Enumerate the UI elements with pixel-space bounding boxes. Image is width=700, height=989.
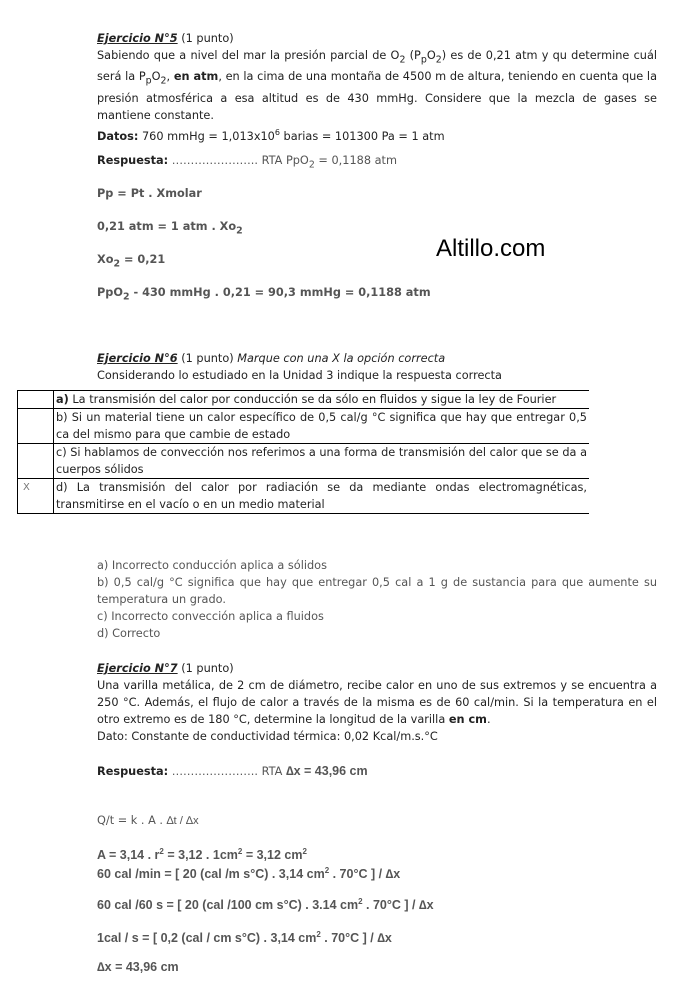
datos-label: Datos: xyxy=(97,129,139,143)
option-mark-cell[interactable] xyxy=(18,409,54,444)
subscript: 2 xyxy=(308,159,315,171)
statement-text: ) es de 0,21 atm y qu determine cuál será la P xyxy=(97,49,658,84)
option-letter: b) xyxy=(56,411,68,424)
option-body: Si un material tiene un calor específico de 0,5 cal/g °C significa que hay que entregar 0,5 ca del mismo para que cambie de estado xyxy=(56,411,587,441)
subscript: p xyxy=(420,54,427,66)
option-text xyxy=(54,479,590,514)
formula-text: ∆t / ∆x xyxy=(166,815,199,827)
subscript: p xyxy=(145,75,152,87)
exercise-7-dato: Dato: Constante de conductividad térmica: 0,02 Kcal/m.s.°C xyxy=(97,730,438,743)
statement-text: , xyxy=(166,70,171,84)
superscript: 2 xyxy=(159,847,164,856)
option-letter: d) xyxy=(56,481,68,494)
superscript: 2 xyxy=(358,897,363,906)
subscript: 2 xyxy=(435,54,442,66)
exercise-5-step-1: Pp = Pt . Xmolar xyxy=(97,187,202,200)
step-text: PpO xyxy=(97,286,123,299)
statement-text: Una varilla metálica, de 2 cm de diámetro, recibe calor en uno de sus extremos y se encuentra a 250 °C. Además, el flujo de calor a través de la misma es de 60 cal/min. Si la temperatura en el otro extremo es de 180 °C, determine la longitud de la varilla xyxy=(97,679,657,726)
calc-text: 60 cal /min = [ 20 (cal /m s°C) . 3,14 cm xyxy=(97,867,325,882)
option-mark-cell[interactable]: X xyxy=(18,479,54,514)
statement-text: . xyxy=(486,713,491,726)
superscript: 2 xyxy=(324,866,330,876)
option-row xyxy=(18,391,590,409)
datos-text: 760 mmHg = 1,013x10 xyxy=(138,129,275,143)
calc-text: = 3,12 . 1cm xyxy=(163,848,238,863)
exercise-7-points: (1 punto) xyxy=(177,662,234,675)
exercise-6-points: (1 punto) xyxy=(177,352,238,365)
exercise-5-points: (1 punto) xyxy=(181,32,234,45)
subscript: 2 xyxy=(113,258,121,270)
option-text xyxy=(54,444,590,479)
calc-text: 1cal / s = [ 0,2 (cal / cm s°C) . 3,14 cm xyxy=(97,931,317,946)
exercise-5-step-2 xyxy=(97,218,657,239)
exercise-6-answers xyxy=(97,557,657,642)
respuesta-label: Respuesta: xyxy=(97,765,169,778)
statement-text: (P xyxy=(405,49,421,62)
superscript: 2 xyxy=(302,847,307,856)
answer-line: a) Incorrecto conducción aplica a sólidos xyxy=(97,559,327,572)
exercise-7-result: ∆x = 43,96 cm xyxy=(97,960,179,974)
respuesta-value: ∆x = 43,96 cm xyxy=(285,764,368,778)
statement-text: O xyxy=(426,49,436,62)
respuesta-value: ………………….. RTA PpO xyxy=(168,154,309,167)
respuesta-dots: ………………….. RTA xyxy=(168,765,286,778)
exercise-7-calc-4 xyxy=(97,926,657,947)
respuesta-value: = 0,1188 atm xyxy=(314,154,397,167)
options-table xyxy=(17,390,589,514)
option-mark-cell[interactable] xyxy=(18,444,54,479)
calc-text: . 70°C ] / ∆x xyxy=(320,931,392,946)
exercise-7-calc-1-2 xyxy=(97,844,657,882)
answer-line: c) Incorrecto convección aplica a fluidos xyxy=(97,610,324,623)
exercise-5-statement xyxy=(97,30,657,144)
exercise-6-intro: Considerando lo estudiado en la Unidad 3 indique la respuesta correcta xyxy=(97,369,502,382)
superscript: 2 xyxy=(316,930,321,939)
answer-line: b) 0,5 cal/g °C significa que hay que entregar 0,5 cal a 1 g de sustancia para que aumente su temperatura un grado. xyxy=(97,576,657,606)
option-row xyxy=(18,409,590,444)
option-text xyxy=(54,391,590,409)
superscript: 6 xyxy=(274,127,280,137)
subscript: 2 xyxy=(122,291,130,303)
exercise-5-title: Ejercicio N°5 xyxy=(97,32,178,45)
datos-text: barias = 101300 Pa = 1 atm xyxy=(279,129,445,143)
calc-text: = 3,12 cm xyxy=(242,848,303,863)
step-text: - 430 mmHg . 0,21 = 90,3 mmHg = 0,1188 atm xyxy=(129,286,431,299)
step-text: 0,21 atm = 1 atm . Xo xyxy=(97,220,237,233)
exercise-5-answer xyxy=(97,152,657,173)
option-body: La transmisión del calor por conducción se da sólo en fluidos y sigue la ley de Fourier xyxy=(68,393,557,406)
statement-text: O xyxy=(151,70,161,84)
answer-line: d) Correcto xyxy=(97,627,161,640)
calc-text: . 70°C ] / ∆x xyxy=(329,867,401,882)
option-body: Si hablamos de convección nos referimos a una forma de transmisión del calor que se da a cuerpos sólidos xyxy=(56,446,587,476)
option-mark-cell[interactable] xyxy=(18,391,54,409)
step-text: = 0,21 xyxy=(120,253,166,266)
option-letter: c) xyxy=(56,446,67,459)
exercise-6-header xyxy=(97,350,657,384)
watermark-logo: Altillo.com xyxy=(436,235,546,262)
exercise-6-title: Ejercicio N°6 xyxy=(97,352,178,365)
respuesta-label: Respuesta: xyxy=(97,154,169,167)
option-row xyxy=(18,444,590,479)
exercise-6-instruction: Marque con una X la opción correcta xyxy=(237,352,446,365)
statement-bold: en atm xyxy=(173,70,219,84)
statement-text: , en la cima de una montaña de 4500 m de altura, teniendo en cuenta que la presión atmosférica a esa altitud es de 430 mmHg. Considere que la mezcla de gases se mantiene constante. xyxy=(97,70,657,122)
option-body: La transmisión del calor por radiación se da mediante ondas electromagnéticas, transmitirse en el vacío o en un medio material xyxy=(56,481,587,511)
subscript: 2 xyxy=(236,225,243,237)
exercise-7-calc-3 xyxy=(97,893,657,914)
exercise-7-answer xyxy=(97,763,657,780)
exercise-5-step-4 xyxy=(97,284,657,305)
subscript: 2 xyxy=(399,54,406,66)
calc-text: A = 3,14 . r xyxy=(97,848,160,863)
option-text xyxy=(54,409,590,444)
exercise-5-step-3 xyxy=(97,251,657,272)
option-letter: a) xyxy=(56,393,69,406)
superscript: 2 xyxy=(237,847,243,856)
calc-text: 60 cal /60 s = [ 20 (cal /100 cm s°C) . 3.14 cm xyxy=(97,898,359,913)
step-text: Xo xyxy=(97,253,114,266)
statement-bold: en cm xyxy=(448,713,487,726)
exercise-7-title: Ejercicio N°7 xyxy=(97,662,178,675)
exercise-7-statement xyxy=(97,660,657,745)
exercise-7-formula xyxy=(97,812,657,830)
option-row xyxy=(18,479,590,514)
statement-text: Sabiendo que a nivel del mar la presión parcial de O xyxy=(97,49,400,62)
formula-text: Q/t = k . A . xyxy=(97,814,167,827)
calc-text: . 70°C ] / ∆x xyxy=(362,898,434,913)
subscript: 2 xyxy=(160,75,167,87)
